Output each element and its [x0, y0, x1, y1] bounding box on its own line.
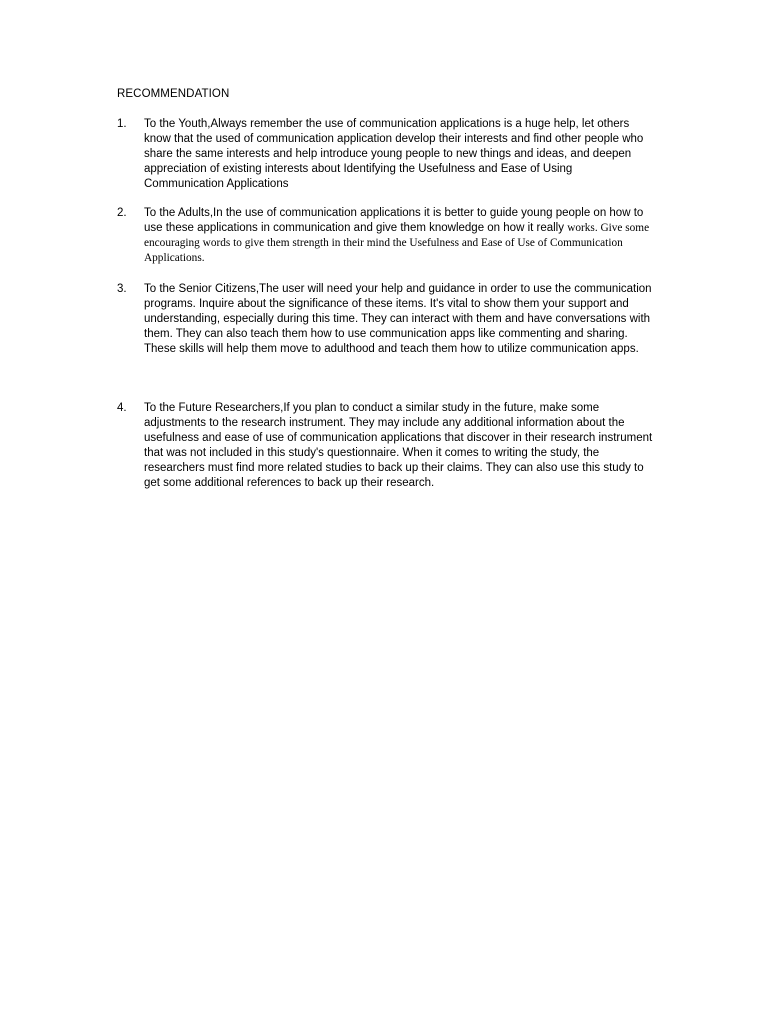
item-number: 2.: [117, 207, 127, 219]
item-number: 1.: [117, 118, 127, 130]
item-text: To the Senior Citizens,The user will need your help and guidance in order to use the communication programs. Inquire about the significance of these items. It's vital to show them your support and understanding, especially during this time. They can interact with them and have conversations with them. They can also teach them how to use communication apps like commenting and sharing. These skills will help them move to adulthood and teach them how to utilize communication apps.: [144, 283, 652, 355]
item-text: To the Youth,Always remember the use of communication applications is a huge help, let others know that the used of communication application develop their interests and find other people who share the same interests and help introduce young people to new things and ideas, and deepen appreciation of existing interests about Identifying the Usefulness and Ease of Using Communication Applications: [144, 118, 644, 190]
page-heading: RECOMMENDATION: [117, 88, 230, 100]
item-text: To the Future Researchers,If you plan to conduct a similar study in the future, make some adjustments to the research instrument. They may include any additional information about the usefulness and ease of use of communication applications that discover in their research instrument that was not included in this study's questionnaire. When it comes to writing the study, the researchers must find more related studies to back up their claims. They can also use this study to get some additional references to back up their research.: [144, 402, 653, 489]
item-text-continuation: works. Give some encouraging words to give them strength in their mind the Usefulness and Ease of Use of Communication Applications.: [144, 222, 650, 264]
item-number: 4.: [117, 402, 127, 414]
item-text-block: [144, 206, 654, 266]
item-number: 3.: [117, 283, 127, 295]
item-text: To the Adults,In the use of communication applications it is better to guide young people on how to use these applications in communication and give them knowledge on how it really: [144, 207, 644, 234]
